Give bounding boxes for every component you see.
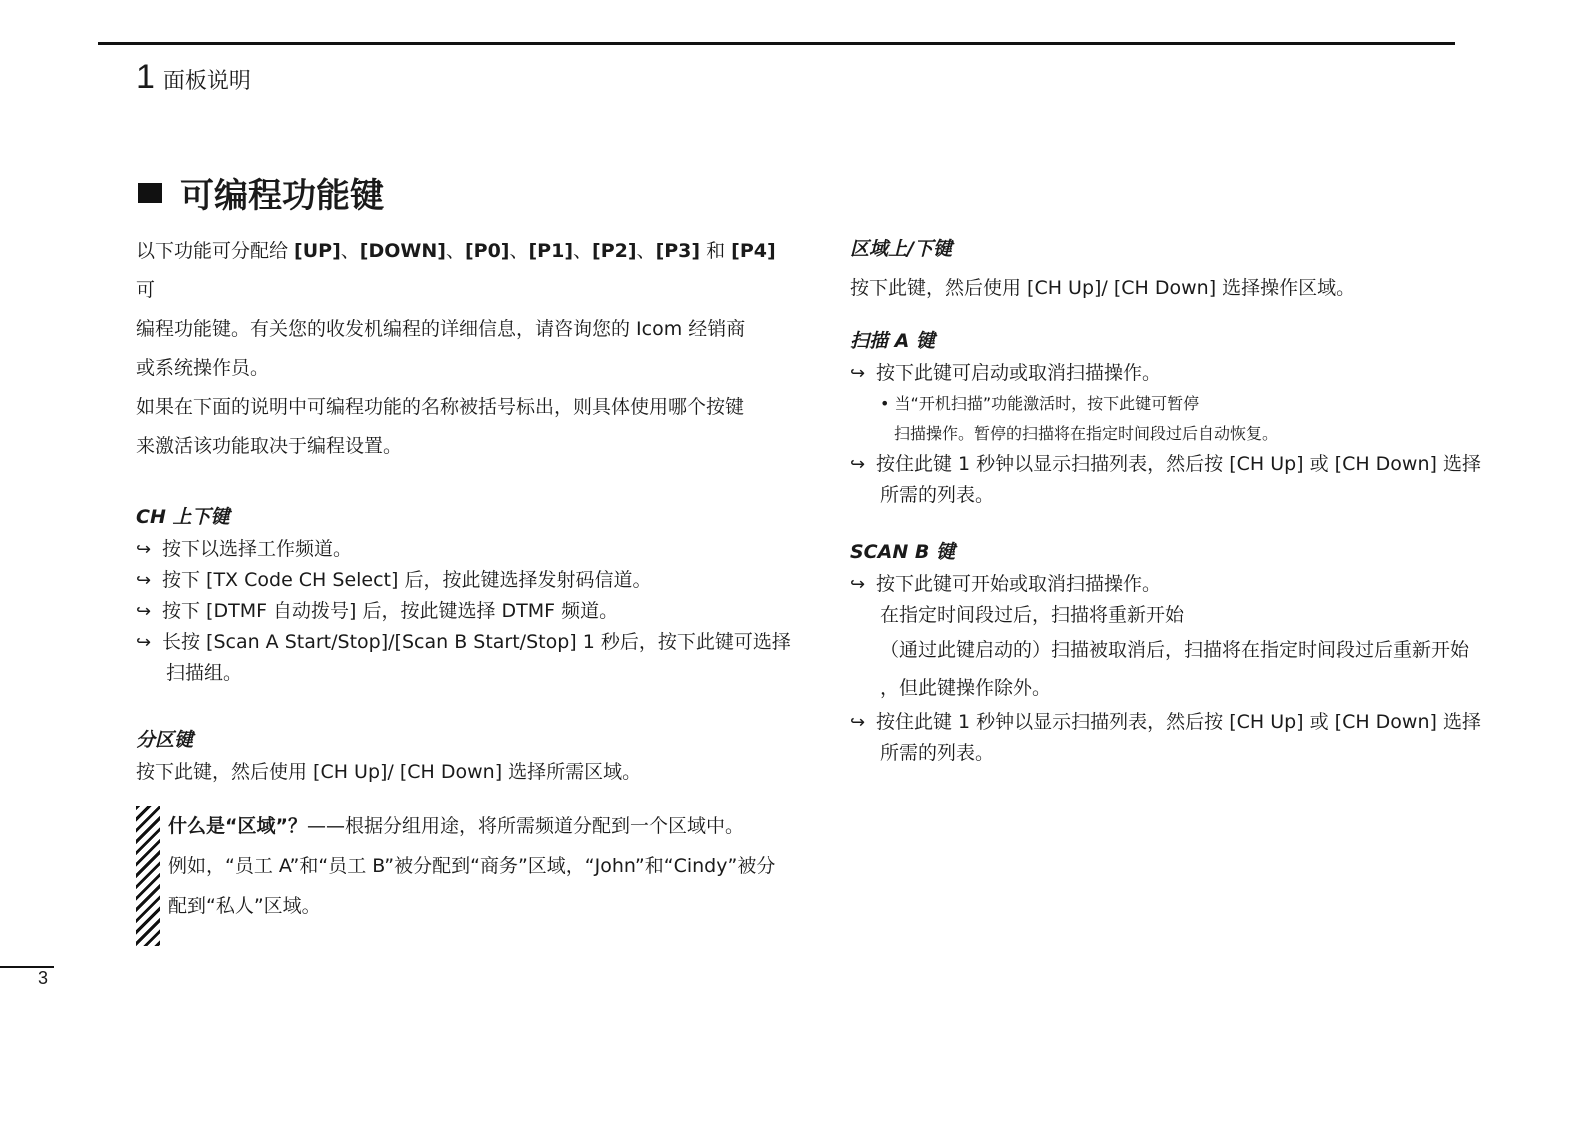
list-item-continuation: 所需的列表。 xyxy=(880,742,995,764)
list-item-text: 按下此键可开始或取消扫描操作。 xyxy=(876,573,1162,595)
key-p3: [P3] xyxy=(655,240,701,262)
separator: 、 xyxy=(573,240,593,262)
hook-arrow-icon: ↪ xyxy=(136,601,152,622)
intro-paragraph-1 xyxy=(136,232,786,388)
sub-bullet: • 当“开机扫描”功能激活时，按下此键可暂停 xyxy=(880,394,1200,413)
key-p0: [P0] xyxy=(464,240,510,262)
note-line: ——根据分组用途，将所需频道分配到一个区域中。 xyxy=(306,815,744,837)
top-rule xyxy=(98,42,1455,45)
list-item-text: 按下 [TX Code CH Select] 后，按此键选择发射码信道。 xyxy=(162,569,652,591)
chapter-header xyxy=(136,58,251,97)
list-item-text: 按下 [DTMF 自动拨号] 后，按此键选择 DTMF 频道。 xyxy=(162,600,619,622)
hatch-bar-icon xyxy=(136,806,160,946)
hook-arrow-icon: ↪ xyxy=(850,363,866,384)
intro-text: 编程功能键。有关您的收发机编程的详细信息，请咨询您的 Icom 经销商 xyxy=(136,318,746,340)
separator: 、 xyxy=(445,240,465,262)
list-item-continuation: 所需的列表。 xyxy=(880,484,995,506)
list-item xyxy=(136,565,786,596)
zone-updown-text: 按下此键，然后使用 [CH Up]/ [CH Down] 选择操作区域。 xyxy=(850,277,1356,299)
section-heading xyxy=(138,168,384,217)
section-title: 可编程功能键 xyxy=(180,176,384,216)
list-item-continuation: 在指定时间段过后，扫描将重新开始 xyxy=(880,604,1185,626)
intro-paragraph-2 xyxy=(136,388,786,466)
intro-text: 可 xyxy=(136,279,156,301)
intro-text: 如果在下面的说明中可编程功能的名称被括号标出，则具体使用哪个按键 xyxy=(136,396,745,418)
list-item xyxy=(850,358,1510,389)
key-p2: [P2] xyxy=(592,240,637,262)
separator: 、 xyxy=(636,240,656,262)
list-item-text: 按住此键 1 秒钟以显示扫描列表，然后按 [CH Up] 或 [CH Down] 选择 xyxy=(876,453,1481,475)
hook-arrow-icon: ↪ xyxy=(850,574,866,595)
square-bullet-icon xyxy=(138,183,162,203)
key-up: [UP] xyxy=(294,240,341,262)
key-p1: [P1] xyxy=(528,240,574,262)
separator: 、 xyxy=(340,240,360,262)
list-item-text: 按住此键 1 秒钟以显示扫描列表，然后按 [CH Up] 或 [CH Down] 选择 xyxy=(876,711,1481,733)
list-item-text: 按下此键可启动或取消扫描操作。 xyxy=(876,362,1162,384)
key-p4: [P4] xyxy=(731,240,776,262)
left-column xyxy=(136,232,791,788)
chapter-number: 1 xyxy=(136,58,155,96)
list-item xyxy=(850,707,1510,738)
note-text xyxy=(168,806,798,926)
scan-a-heading: 扫描 A 键 xyxy=(850,330,935,352)
hook-arrow-icon: ↪ xyxy=(136,632,152,653)
scan-b-heading: SCAN B 键 xyxy=(850,541,955,563)
chapter-title: 面板说明 xyxy=(162,69,251,94)
zone-key-heading: 分区键 xyxy=(136,729,194,751)
note-box xyxy=(136,806,796,946)
hook-arrow-icon: ↪ xyxy=(850,712,866,733)
intro-text: 来激活该功能取决于编程设置。 xyxy=(136,435,403,457)
sub-bullet-text: 当“开机扫描”功能激活时，按下此键可暂停 xyxy=(894,394,1200,413)
list-item-continuation: （通过此键启动的）扫描被取消后，扫描将在指定时间段过后重新开始 xyxy=(880,639,1470,661)
hook-arrow-icon: ↪ xyxy=(136,539,152,560)
intro-text: 或系统操作员。 xyxy=(136,357,270,379)
note-line: 配到“私人”区域。 xyxy=(168,895,321,917)
sub-bullet-continuation: 扫描操作。暂停的扫描将在指定时间段过后自动恢复。 xyxy=(894,424,1279,443)
page-number: 3 xyxy=(38,968,49,988)
separator: 、 xyxy=(509,240,529,262)
list-item-continuation: ，但此键操作除外。 xyxy=(880,677,1052,699)
zone-key-text: 按下此键，然后使用 [CH Up]/ [CH Down] 选择所需区域。 xyxy=(136,761,642,783)
list-item xyxy=(136,627,791,658)
list-item-text: 按下以选择工作频道。 xyxy=(162,538,353,560)
note-title: 什么是“区域”？ xyxy=(168,815,307,837)
list-item xyxy=(136,596,786,627)
hook-arrow-icon: ↪ xyxy=(850,454,866,475)
note-line: 例如，“员工 A”和“员工 B”被分配到“商务”区域，“John”和“Cindy”被分 xyxy=(168,855,776,877)
ch-key-heading: CH 上下键 xyxy=(136,506,230,528)
list-item xyxy=(850,449,1510,480)
separator: 和 xyxy=(700,240,732,262)
right-column xyxy=(850,232,1510,769)
zone-updown-heading: 区域上/下键 xyxy=(850,238,952,260)
list-item xyxy=(850,569,1510,600)
list-item-text: 长按 [Scan A Start/Stop]/[Scan B Start/Stop] 1 秒后，按下此键可选择 xyxy=(162,631,791,653)
hook-arrow-icon: ↪ xyxy=(136,570,152,591)
key-down: [DOWN] xyxy=(359,240,446,262)
intro-text: 以下功能可分配给 xyxy=(136,240,295,262)
list-item-continuation: 扫描组。 xyxy=(166,662,243,684)
list-item xyxy=(136,534,786,565)
